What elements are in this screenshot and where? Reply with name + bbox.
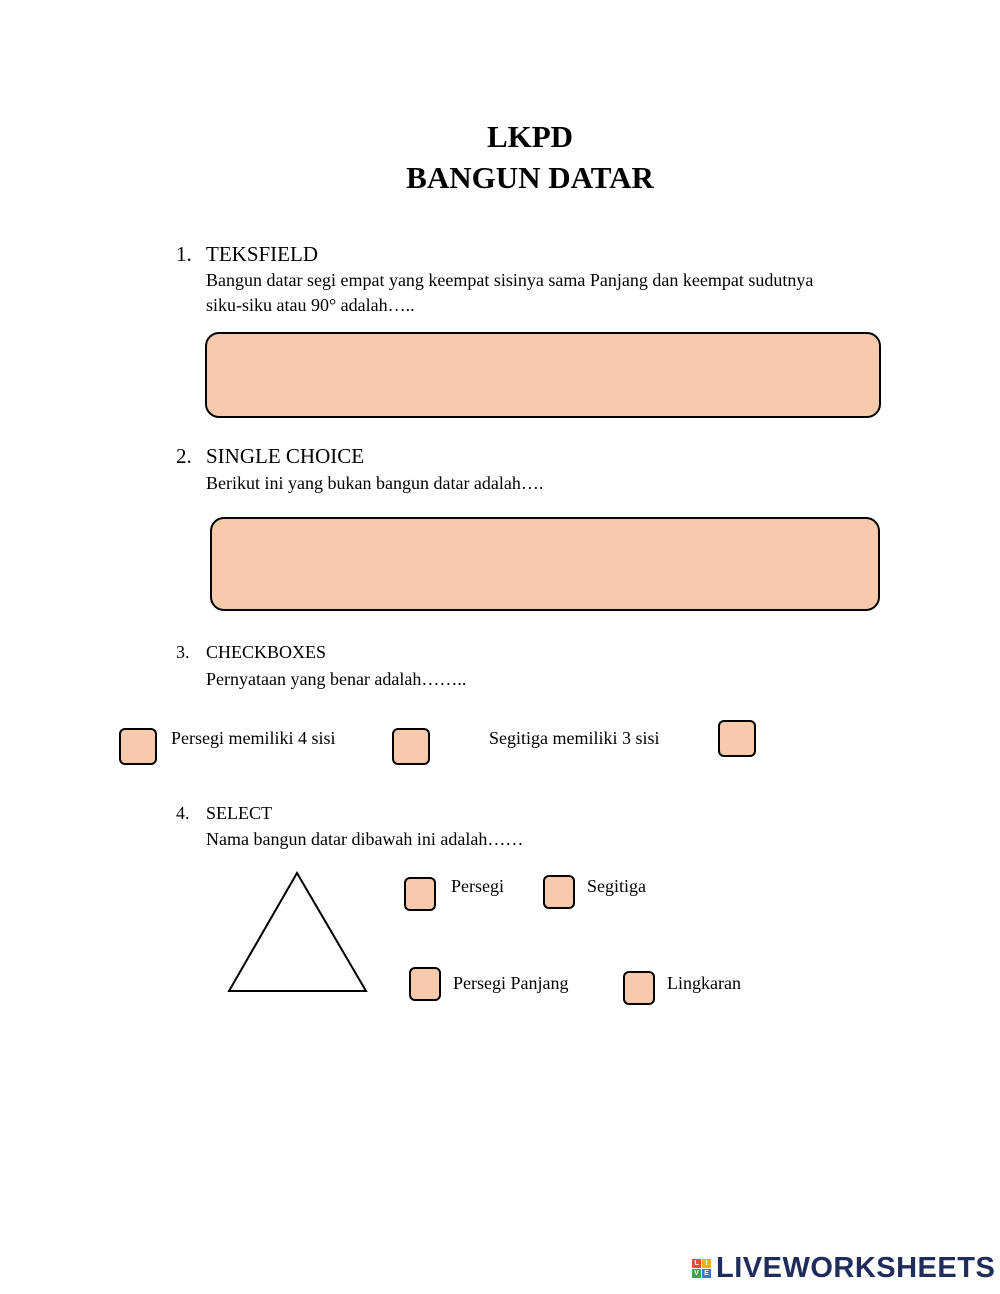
question-4-option-lingkaran-label: Lingkaran [667, 973, 741, 993]
question-4-option-persegi-label: Persegi [451, 876, 504, 896]
question-3-checkbox-2[interactable] [392, 728, 430, 765]
question-3-option-1-label: Persegi memiliki 4 sisi [171, 728, 336, 748]
question-3-type: CHECKBOXES [206, 642, 327, 662]
question-3-text: Pernyataan yang benar adalah…….. [206, 669, 467, 689]
question-1-answer-field[interactable] [205, 332, 881, 418]
question-3-option-2-label: Segitiga memiliki 3 sisi [489, 728, 660, 748]
logo-letter-l: L [692, 1259, 701, 1268]
logo-letter-e: E [702, 1269, 711, 1278]
question-3-checkbox-3[interactable] [718, 720, 756, 757]
question-2-text: Berikut ini yang bukan bangun datar adalah…. [206, 473, 544, 493]
question-4-text: Nama bangun datar dibawah ini adalah…… [206, 829, 524, 849]
question-1-text-line2: siku-siku atau 90° adalah….. [206, 295, 415, 315]
question-4-option-segitiga-checkbox[interactable] [543, 875, 575, 909]
page-title-line2: BANGUN DATAR [406, 160, 654, 195]
brand-name: LIVEWORKSHEETS [716, 1252, 996, 1284]
question-4-option-persegi-panjang-checkbox[interactable] [409, 967, 441, 1001]
question-3-checkbox-1[interactable] [119, 728, 157, 765]
question-2-number: 2. [176, 444, 192, 468]
question-4-type: SELECT [206, 803, 272, 823]
question-4-option-persegi-checkbox[interactable] [404, 877, 436, 911]
logo-letter-i: I [702, 1259, 711, 1268]
question-1-text-line1: Bangun datar segi empat yang keempat sisinya sama Panjang dan keempat sudutnya [206, 270, 814, 290]
question-4-number: 4. [176, 803, 190, 823]
question-4-option-segitiga-label: Segitiga [587, 876, 646, 896]
question-1-number: 1. [176, 242, 192, 266]
question-1-type: TEKSFIELD [206, 242, 318, 266]
liveworksheets-logo-icon [692, 1259, 711, 1278]
question-2-type: SINGLE CHOICE [206, 444, 365, 468]
question-4-option-lingkaran-checkbox[interactable] [623, 971, 655, 1005]
page-title-line1: LKPD [486, 119, 574, 154]
question-2-answer-field[interactable] [210, 517, 880, 611]
logo-letter-v: V [692, 1269, 701, 1278]
question-3-number: 3. [176, 642, 190, 662]
question-4-option-persegi-panjang-label: Persegi Panjang [453, 973, 569, 993]
triangle-figure [226, 870, 371, 996]
